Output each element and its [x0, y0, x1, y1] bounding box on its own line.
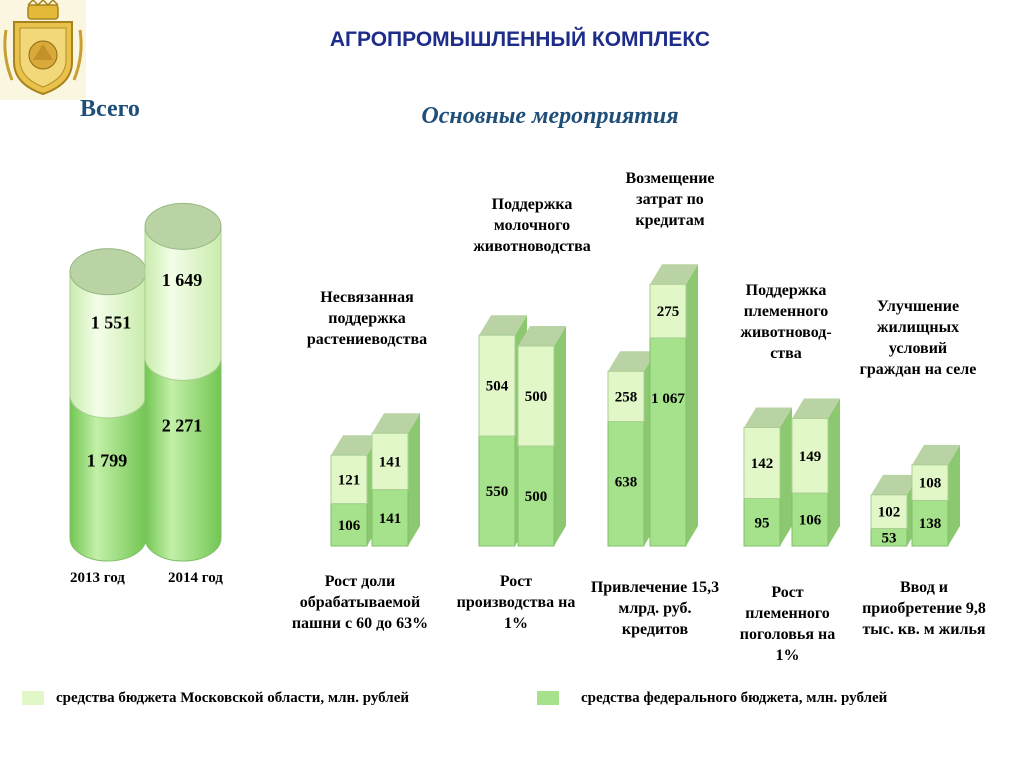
group-note-credit: Привлечение 15,3 млрд. руб. кредитов — [590, 579, 720, 638]
total-federal-label-1: 2 271 — [161, 415, 203, 436]
group-note-dairy: Рост производства на 1% — [456, 573, 576, 632]
group-note-breeding: Рост племенного поголовья на 1% — [739, 584, 836, 664]
group-title-breeding: Поддержка племенного животновод-ства — [740, 282, 832, 362]
bar-federal-label-0-0: 106 — [337, 517, 361, 534]
total-cylinder-federal-0 — [70, 395, 146, 561]
bar-federal-label-1-0: 550 — [485, 484, 509, 500]
bar-side-3-1 — [828, 399, 840, 547]
group-title-crop-support: Несвязанная поддержка растениеводства — [306, 289, 428, 348]
bar-side-1-1 — [554, 326, 566, 546]
group-title-housing: Улучшение жилищных условий граждан на селе — [859, 298, 977, 378]
legend-label-regional: средства бюджета Московской области, млн. рублей — [56, 690, 409, 706]
total-cylinder-cap-0 — [70, 249, 146, 295]
page-title: АГРОПРОМЫШЛЕННЫЙ КОМПЛЕКС — [329, 28, 711, 51]
year-label-2013: 2013 год — [70, 570, 125, 586]
bar-regional-label-2-0: 258 — [614, 389, 638, 406]
bar-regional-label-0-1: 141 — [378, 454, 402, 471]
bar-side-3-0 — [780, 408, 792, 547]
total-regional-label-0: 1 551 — [90, 312, 132, 333]
bar-federal-label-4-0: 53 — [881, 530, 897, 547]
bar-regional-label-4-0: 102 — [877, 504, 901, 521]
total-cylinder-federal-1 — [145, 357, 221, 561]
bar-regional-label-3-1: 149 — [798, 448, 822, 465]
bar-side-0-1 — [408, 413, 420, 546]
group-title-credit: Возмещение затрат по кредитам — [625, 170, 715, 229]
bar-federal-label-2-1: 1 067 — [651, 390, 685, 407]
total-federal-label-0: 1 799 — [86, 450, 128, 471]
bar-federal-label-1-1: 500 — [524, 489, 548, 505]
bar-regional-label-0-0: 121 — [337, 472, 361, 489]
bar-side-2-1 — [686, 264, 698, 546]
group-note-housing: Ввод и приобретение 9,8 тыс. кв. м жилья — [862, 579, 986, 638]
legend-label-federal: средства федерального бюджета, млн. рублей — [581, 690, 888, 706]
bar-federal-label-4-1: 138 — [918, 516, 942, 533]
bar-regional-label-1-1: 500 — [524, 389, 548, 405]
bar-federal-label-3-0: 95 — [754, 515, 770, 532]
legend-swatch-regional — [22, 691, 44, 705]
bar-federal-label-0-1: 141 — [378, 510, 402, 527]
bar-regional-label-4-1: 108 — [918, 475, 942, 492]
total-regional-label-1: 1 649 — [161, 269, 203, 290]
year-label-2014: 2014 год — [168, 570, 223, 586]
total-cylinder-cap-1 — [145, 203, 221, 249]
bar-federal-2-1 — [650, 338, 686, 546]
bar-federal-label-2-0: 638 — [614, 474, 638, 491]
group-title-dairy: Поддержка молочного животноводства — [473, 196, 591, 255]
bar-federal-label-3-1: 106 — [798, 512, 822, 529]
bar-regional-label-3-0: 142 — [750, 456, 774, 472]
legend-swatch-federal — [537, 691, 559, 705]
group-note-crop-support: Рост доли обрабатываемой пашни с 60 до 63% — [291, 573, 429, 632]
bar-regional-label-2-1: 275 — [656, 304, 680, 321]
total-label: Всего — [80, 96, 140, 122]
chart-subtitle: Основные мероприятия — [421, 103, 679, 129]
bar-regional-label-1-0: 504 — [485, 378, 509, 395]
